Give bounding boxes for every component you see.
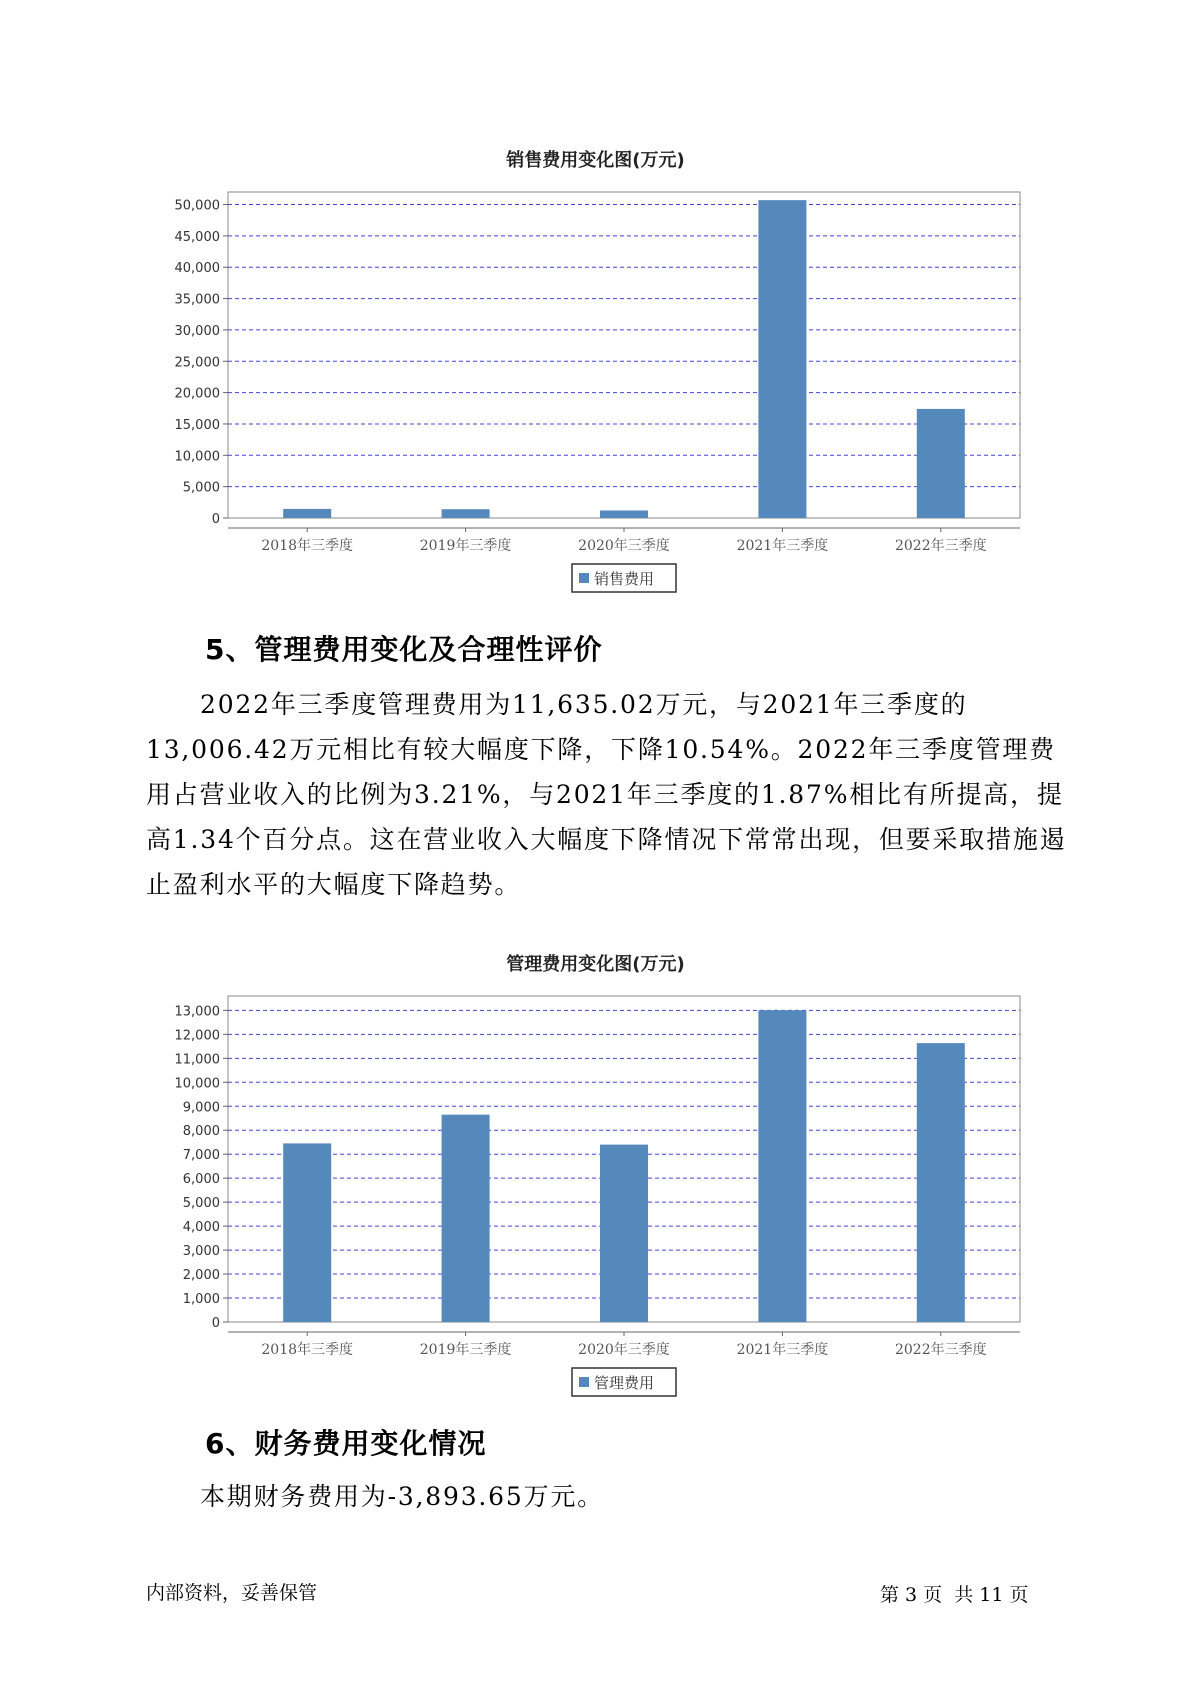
sales-expense-chart-x-tick-label: 2019年三季度: [419, 538, 512, 554]
section-5-paragraph: 2022年三季度管理费用为11,635.02万元，与2021年三季度的13,006.42万元相比有较大幅度下降，下降10.54%。2022年三季度管理费用占营业收入的比例为3.21%，与2021年三季度的1.87%相比有所提高，提高1.34个百分点。这在营业收入大幅度下降情况下常常出现，但要采取措施遏止盈利水平的大幅度下降趋势。: [146, 690, 1067, 899]
footer-page-number: 第 3 页 共 11 页: [880, 1584, 1029, 1606]
sales-expense-chart-bar: [442, 509, 490, 518]
sales-expense-chart-x-tick-label: 2022年三季度: [894, 538, 987, 554]
sales-expense-chart-x-tick-label: 2020年三季度: [578, 538, 670, 554]
admin-expense-chart-y-tick-label: 5,000: [182, 1196, 220, 1212]
admin-expense-chart-y-tick-label: 1,000: [182, 1292, 220, 1308]
admin-expense-chart-bar: [283, 1143, 331, 1322]
admin-expense-chart-x-tick-label: 2018年三季度: [261, 1342, 354, 1358]
admin-expense-chart-x-tick-label: 2021年三季度: [736, 1342, 829, 1358]
footer-confidential-note: 内部资料，妥善保管: [146, 1582, 318, 1604]
sales-expense-chart-bar: [600, 510, 648, 518]
admin-expense-chart-bar: [758, 1010, 806, 1322]
admin-expense-chart-y-tick-label: 8,000: [182, 1124, 220, 1140]
admin-expense-chart-x-tick-label: 2022年三季度: [894, 1342, 987, 1358]
sales-expense-chart-y-tick-label: 0: [211, 512, 220, 527]
admin-expense-chart-legend-label: 管理费用: [594, 1374, 655, 1392]
admin-expense-chart-x-tick-label: 2020年三季度: [578, 1342, 670, 1358]
sales-expense-chart-x-tick-label: 2021年三季度: [736, 538, 829, 554]
admin-expense-chart-y-tick-label: 13,000: [174, 1004, 220, 1020]
admin-expense-chart-title: 管理费用变化图(万元): [506, 954, 685, 975]
admin-expense-chart-y-tick-label: 11,000: [174, 1052, 220, 1068]
sales-expense-chart-legend-label: 销售费用: [594, 570, 655, 588]
section-5-heading: 5、管理费用变化及合理性评价: [205, 633, 603, 666]
admin-expense-chart-x-tick-label: 2019年三季度: [419, 1342, 512, 1358]
sales-expense-chart-y-tick-label: 45,000: [174, 229, 220, 245]
sales-expense-chart-x-tick-label: 2018年三季度: [261, 538, 354, 554]
sales-expense-chart-bar: [758, 200, 806, 518]
sales-expense-chart-bar: [283, 509, 331, 518]
admin-expense-chart-svg: [140, 982, 1040, 1402]
sales-expense-chart-svg: [140, 178, 1040, 598]
sales-expense-chart-bar: [917, 409, 965, 518]
sales-expense-chart-y-tick-label: 50,000: [174, 198, 220, 214]
admin-expense-chart-y-tick-label: 6,000: [182, 1172, 220, 1188]
sales-expense-chart-legend-swatch: [579, 573, 589, 583]
section-6-heading: 6、财务费用变化情况: [205, 1427, 487, 1460]
admin-expense-chart-y-tick-label: 3,000: [182, 1244, 220, 1260]
sales-expense-chart-title: 销售费用变化图(万元): [506, 150, 685, 171]
admin-expense-chart-y-tick-label: 2,000: [182, 1268, 220, 1284]
admin-expense-chart-y-tick-label: 4,000: [182, 1220, 220, 1236]
admin-expense-chart-y-tick-label: 12,000: [174, 1028, 220, 1044]
admin-expense-chart-y-tick-label: 10,000: [174, 1076, 220, 1092]
sales-expense-chart-y-tick-label: 40,000: [174, 261, 220, 277]
sales-expense-chart: [140, 178, 1040, 598]
admin-expense-chart-y-tick-label: 0: [211, 1316, 220, 1331]
admin-expense-chart-y-tick-label: 9,000: [182, 1100, 220, 1116]
admin-expense-chart-y-tick-label: 7,000: [182, 1148, 220, 1164]
section-6-paragraph: 本期财务费用为-3,893.65万元。: [200, 1482, 604, 1511]
admin-expense-chart: [140, 982, 1040, 1402]
sales-expense-chart-y-tick-label: 15,000: [174, 417, 220, 433]
admin-expense-chart-bar: [917, 1043, 965, 1322]
sales-expense-chart-y-tick-label: 20,000: [174, 386, 220, 402]
admin-expense-chart-bar: [442, 1115, 490, 1322]
admin-expense-chart-legend-swatch: [579, 1377, 589, 1387]
sales-expense-chart-y-tick-label: 10,000: [174, 449, 220, 465]
sales-expense-chart-y-tick-label: 5,000: [182, 480, 220, 496]
sales-expense-chart-y-tick-label: 25,000: [174, 355, 220, 371]
admin-expense-chart-bar: [600, 1145, 648, 1322]
sales-expense-chart-y-tick-label: 30,000: [174, 323, 220, 339]
sales-expense-chart-plot-area: [228, 192, 1020, 518]
sales-expense-chart-y-tick-label: 35,000: [174, 292, 220, 308]
